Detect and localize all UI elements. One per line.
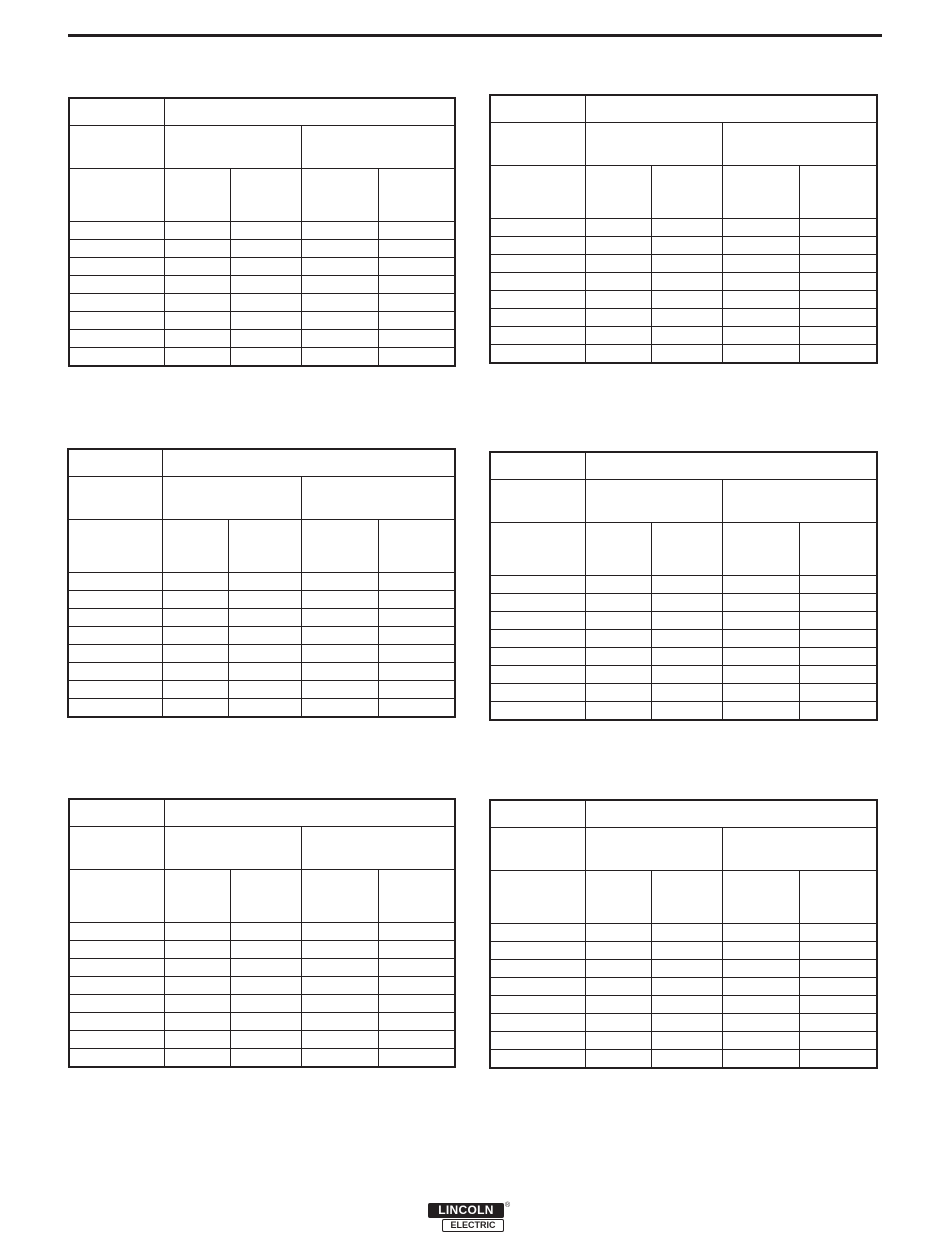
table-row (490, 924, 877, 942)
table-row (68, 681, 455, 699)
table-row (490, 237, 877, 255)
table-row (69, 1049, 455, 1068)
table-row (69, 294, 455, 312)
table-row (490, 219, 877, 237)
header-cell (230, 870, 301, 923)
table-row (68, 645, 455, 663)
table-top-right (489, 94, 878, 364)
header-cell (651, 166, 722, 219)
table-row (490, 648, 877, 666)
table-row (490, 1014, 877, 1032)
header-cell (378, 169, 455, 222)
table-row (68, 609, 455, 627)
header-cell (722, 480, 877, 523)
header-cell (490, 95, 585, 123)
table-row (490, 630, 877, 648)
header-cell (722, 828, 877, 871)
header-cell (799, 166, 877, 219)
table-row (68, 591, 455, 609)
header-cell (490, 452, 585, 480)
header-cell (378, 520, 455, 573)
table-row (490, 684, 877, 702)
header-cell (722, 523, 799, 576)
header-cell (162, 449, 455, 477)
header-cell (228, 520, 301, 573)
header-cell (164, 827, 301, 870)
table-row (69, 923, 455, 941)
header-cell (585, 166, 651, 219)
table-row (69, 1031, 455, 1049)
table-top-left (68, 97, 456, 367)
header-cell (490, 480, 585, 523)
header-cell (69, 827, 164, 870)
lincoln-electric-logo (428, 1203, 510, 1234)
table-row (68, 699, 455, 718)
header-cell (164, 98, 455, 126)
header-cell (799, 871, 877, 924)
header-cell (69, 799, 164, 827)
table-row (69, 312, 455, 330)
table-middle-left (67, 448, 456, 718)
table-row (69, 959, 455, 977)
table-row (68, 627, 455, 645)
table-row (490, 996, 877, 1014)
header-cell (585, 523, 651, 576)
table-row (490, 345, 877, 364)
header-cell (164, 169, 230, 222)
header-cell (799, 523, 877, 576)
header-cell (490, 828, 585, 871)
table-row (490, 960, 877, 978)
header-cell (164, 870, 230, 923)
table-row (490, 1032, 877, 1050)
table-row (490, 291, 877, 309)
header-cell (490, 871, 585, 924)
header-cell (162, 520, 228, 573)
table-row (490, 1050, 877, 1069)
header-cell (301, 477, 455, 520)
logo-wordmark-electric: ELECTRIC (442, 1219, 504, 1232)
table-row (490, 576, 877, 594)
table-row (69, 240, 455, 258)
header-cell (301, 169, 378, 222)
header-cell (651, 871, 722, 924)
header-cell (490, 123, 585, 166)
header-cell (230, 169, 301, 222)
header-cell (722, 166, 799, 219)
header-cell (301, 520, 378, 573)
header-cell (301, 126, 455, 169)
header-cell (722, 871, 799, 924)
registered-mark-icon: ® (505, 1202, 511, 1209)
header-cell (585, 452, 877, 480)
table-row (68, 573, 455, 591)
table-bottom-right (489, 799, 878, 1069)
table-middle-right (489, 451, 878, 721)
table-row (490, 309, 877, 327)
table-row (69, 222, 455, 240)
header-cell (585, 828, 722, 871)
header-cell (301, 870, 378, 923)
table-row (490, 273, 877, 291)
header-cell (301, 827, 455, 870)
top-rule (68, 34, 882, 37)
header-cell (68, 520, 162, 573)
table-row (490, 327, 877, 345)
table-row (69, 258, 455, 276)
table-row (490, 666, 877, 684)
table-row (69, 276, 455, 294)
table-row (490, 702, 877, 721)
header-cell (722, 123, 877, 166)
table-row (68, 663, 455, 681)
header-cell (69, 126, 164, 169)
table-row (69, 1013, 455, 1031)
header-cell (69, 169, 164, 222)
table-bottom-left (68, 798, 456, 1068)
header-cell (651, 523, 722, 576)
table-row (69, 977, 455, 995)
table-row (490, 612, 877, 630)
table-row (490, 978, 877, 996)
header-cell (490, 800, 585, 828)
header-cell (490, 523, 585, 576)
table-row (490, 594, 877, 612)
header-cell (585, 871, 651, 924)
header-cell (164, 799, 455, 827)
table-row (69, 330, 455, 348)
header-cell (164, 126, 301, 169)
table-row (69, 995, 455, 1013)
header-cell (585, 95, 877, 123)
header-cell (585, 123, 722, 166)
table-row (490, 942, 877, 960)
table-row (490, 255, 877, 273)
header-cell (69, 98, 164, 126)
header-cell (585, 800, 877, 828)
header-cell (490, 166, 585, 219)
header-cell (68, 477, 162, 520)
header-cell (69, 870, 164, 923)
header-cell (162, 477, 301, 520)
header-cell (378, 870, 455, 923)
table-row (69, 348, 455, 367)
header-cell (68, 449, 162, 477)
header-cell (585, 480, 722, 523)
logo-wordmark-lincoln: LINCOLN (428, 1203, 504, 1218)
table-row (69, 941, 455, 959)
